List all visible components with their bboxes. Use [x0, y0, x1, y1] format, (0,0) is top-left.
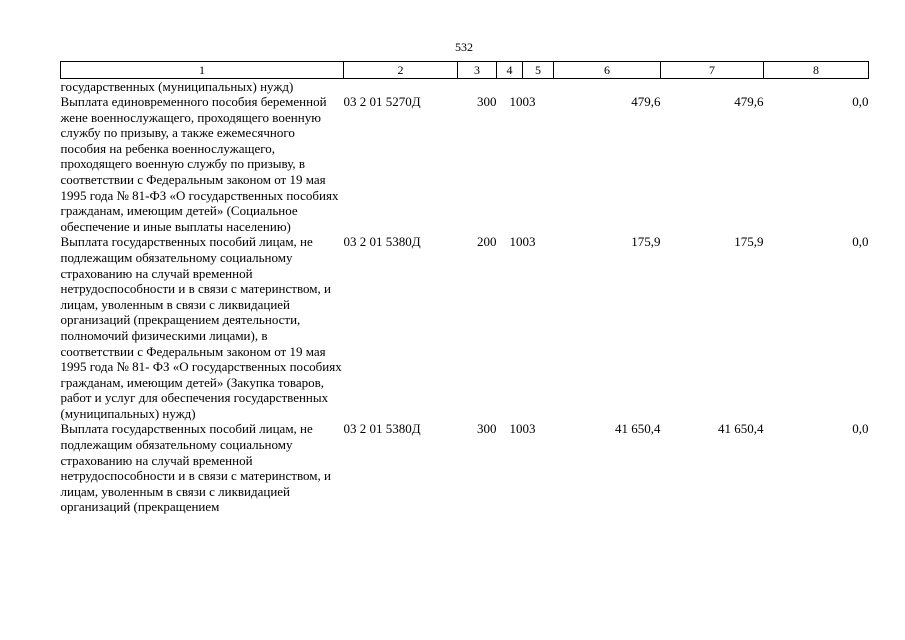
row-name: государственных (муниципальных) нужд): [60, 79, 294, 94]
row-col8: 0,0: [852, 234, 869, 250]
row-col6: 479,6: [631, 94, 661, 109]
row-code: 03 2 01 5380Д: [343, 234, 421, 250]
column-number-header-row: [61, 62, 869, 79]
row-col5: [523, 79, 554, 95]
row-code: 03 2 01 5270Д: [343, 94, 421, 109]
table-row: [61, 234, 869, 421]
column-header: 7: [661, 62, 764, 79]
row-col4: 10: [509, 94, 523, 109]
row-col7: 479,6: [734, 94, 764, 109]
row-code: 03 2 01 5380Д: [343, 421, 421, 437]
row-col7: 175,9: [734, 234, 764, 250]
row-col6: [554, 79, 661, 95]
row-col5: 03: [522, 94, 536, 109]
column-header: 2: [344, 62, 458, 79]
column-header: 3: [458, 62, 497, 79]
row-name: Выплата государственных пособий лицам, не подлежащим обязательному социальному страхованию на случай временной нетрудоспособности и в связи с материнством, и лицам, уволенным в связи с ликвидацией организаций (прекращением: [60, 421, 331, 515]
row-col3: 200: [477, 234, 497, 250]
row-name: Выплата государственных пособий лицам, не подлежащим обязательному социальному страхованию на случай временной нетрудоспособности и в связи с материнством, и лицам, уволенным в связи с ликвидацией организаций (прекращением деятельности, полномочий физическими лицами), в соответствии с Федеральным законом от 19 мая 1995 года № 81- ФЗ «О государственных пособиях гражданам, имеющим детей» (Закупка товаров, работ и услуг для обеспечения государственных (муниципальных) нужд): [60, 234, 342, 421]
page-number: 532: [455, 40, 473, 54]
column-header: 4: [497, 62, 523, 79]
row-col4: 10: [509, 421, 523, 437]
budget-table: [60, 61, 869, 515]
row-col6: 41 650,4: [615, 421, 661, 437]
column-header: 5: [523, 62, 554, 79]
row-col3: [458, 79, 497, 95]
row-name: Выплата единовременного пособия беременной жене военнослужащего, проходящего военную службу по призыву, а также ежемесячного пособия на ребенка военнослужащего, проходящего военную службу по призыву, в соответствии с Федеральным законом от 19 мая 1995 года № 81-ФЗ «О государственных пособиях гражданам, имеющим детей» (Социальное обеспечение и иные выплаты населению): [60, 94, 339, 234]
column-header: 8: [764, 62, 869, 79]
row-col7: 41 650,4: [718, 421, 764, 437]
row-col8: 0,0: [852, 94, 869, 109]
row-col8: [764, 79, 869, 95]
row-col5: 03: [522, 421, 536, 437]
column-header: 6: [554, 62, 661, 79]
row-col4: 10: [509, 234, 523, 250]
row-col7: [661, 79, 764, 95]
table-row: [61, 421, 869, 515]
row-code: [344, 79, 458, 95]
row-col8: 0,0: [852, 421, 869, 437]
table-row: [61, 94, 869, 234]
row-col5: 03: [522, 234, 536, 250]
table-row: [61, 79, 869, 95]
row-col3: 300: [477, 94, 497, 109]
row-col3: 300: [477, 421, 497, 437]
column-header: 1: [61, 62, 344, 79]
row-col6: 175,9: [631, 234, 661, 250]
row-col4: [497, 79, 523, 95]
